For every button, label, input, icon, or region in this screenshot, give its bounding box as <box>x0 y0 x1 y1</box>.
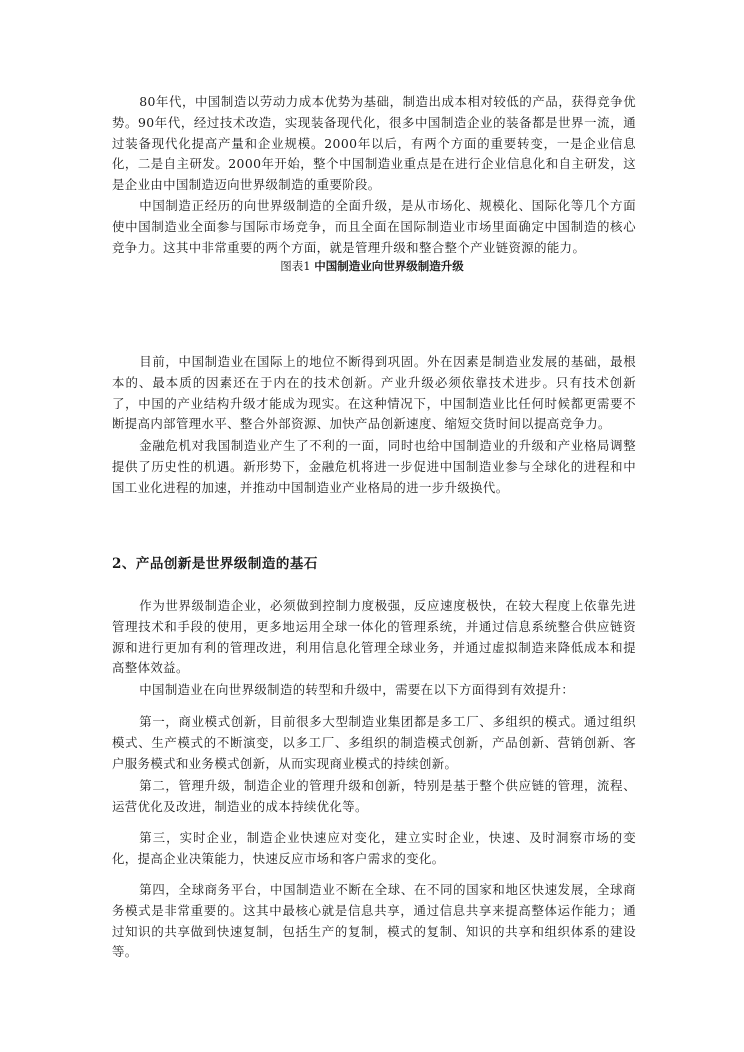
paragraph-financial-crisis: 金融危机对我国制造业产生了不利的一面，同时也给中国制造业的升级和产业格局调整提供了历史性的机遇。新形势下，金融危机将进一步促进中国制造业参与全球化的进程和中国工业化进程的加速，并推动中国制造业产业格局的进一步升级换代。 <box>112 438 636 495</box>
paragraph-comprehensive-upgrade: 中国制造正经历的向世界级制造的全面升级，是从市场化、规模化、国际化等几个方面使中国制造业全面参与国际市场竞争，而且全面在国际制造业市场里面确定中国制造的核心竞争力。这其中非常重要的两个方面，就是管理升级和整合整个产业链资源的能力。 <box>112 198 636 255</box>
paragraph-fourth-global-platform: 第四，全球商务平台，中国制造业不断在全球、在不同的国家和地区快速发展，全球商务模式是非常重要的。这其中最核心就是信息共享，通过信息共享来提高整体运作能力；通过知识的共享做到快速复制，包括生产的复制，模式的复制、知识的共享和组织体系的建设等。 <box>112 882 636 960</box>
paragraph-80s-history: 80年代，中国制造以劳动力成本优势为基础，制造出成本相对较低的产品，获得竞争优势。90年代，经过技术改造，实现装备现代化，很多中国制造企业的装备都是世界一流，通过装备现代化提高产量和企业规模。2000年以后，有两个方面的重要转变，一是企业信息化，二是自主研发。2000年开始，整个中国制造业重点是在进行企业信息化和自主研发，这是企业由中国制造迈向世界级制造的重要阶段。 <box>112 94 636 193</box>
paragraph-world-class-enterprise: 作为世界级制造企业，必须做到控制力度极强，反应速度极快，在较大程度上依靠先进管理技术和手段的使用，更多地运用全球一体化的管理系统，并通过信息系统整合供应链资源和进行更加有利的管理改进，利用信息化管理全球业务，并通过虚拟制造来降低成本和提高整体效益。 <box>112 598 636 676</box>
paragraph-third-realtime: 第三，实时企业，制造企业快速应对变化，建立实时企业，快速、及时洞察市场的变化，提高企业决策能力，快速反应市场和客户需求的变化。 <box>112 830 636 866</box>
paragraph-improvement-intro: 中国制造业在向世界级制造的转型和升级中，需要在以下方面得到有效提升： <box>139 682 575 697</box>
paragraph-technical-innovation: 目前，中国制造业在国际上的地位不断得到巩固。外在因素是制造业发展的基础，最根本的、最本质的因素还在于内在的技术创新。产业升级必须依靠技术进步。只有技术创新了，中国的产业结构升级才能成为现实。在这种情况下，中国制造业比任何时候都更需要不断提高内部管理水平、整合外部资源、加快产品创新速度、缩短交货时间以提高竞争力。 <box>112 354 636 432</box>
figure-label: 图表1 <box>280 259 311 273</box>
paragraph-first-business-model: 第一，商业模式创新，目前很多大型制造业集团都是多工厂、多组织的模式。通过组织模式、生产模式的不断演变，以多工厂、多组织的制造模式创新，产品创新、营销创新、客户服务模式和业务模式创新，从而实现商业模式的持续创新。 <box>112 714 636 771</box>
section-heading: 2、产品创新是世界级制造的基石 <box>112 556 318 572</box>
figure-title: 中国制造业向世界级制造升级 <box>314 259 464 273</box>
figure-caption <box>0 258 744 274</box>
paragraph-second-management: 第二，管理升级，制造企业的管理升级和创新，特别是基于整个供应链的管理，流程、运营优化及改进，制造业的成本持续优化等。 <box>112 778 636 814</box>
